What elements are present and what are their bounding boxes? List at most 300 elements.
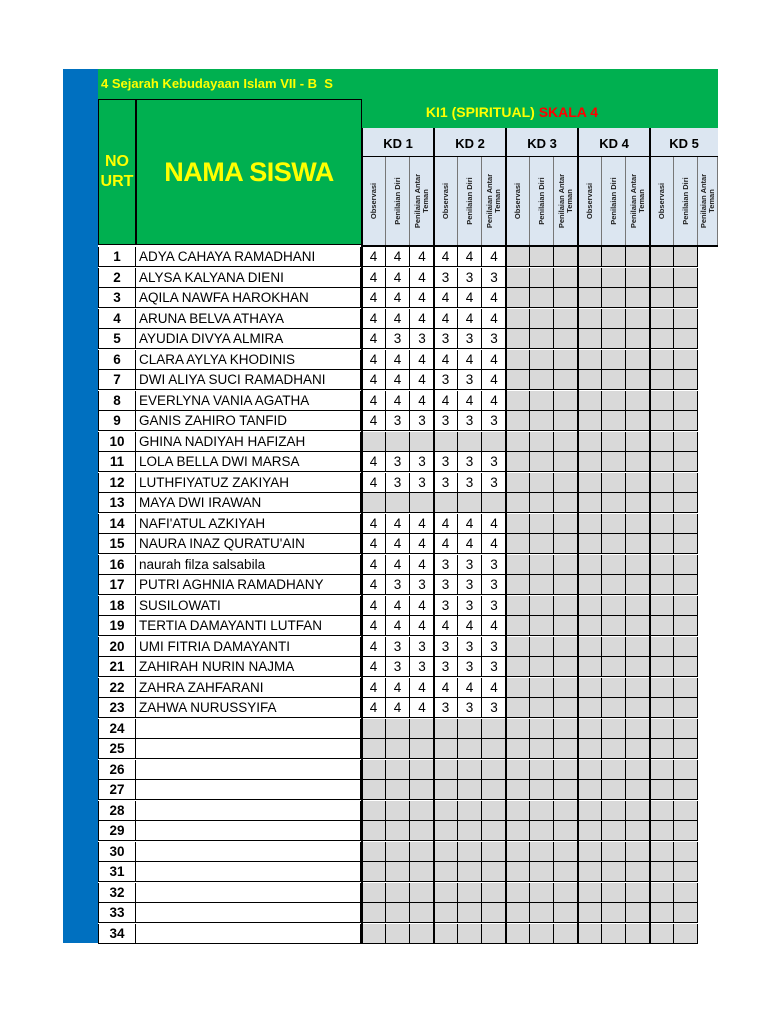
row-number-cell[interactable]: 7	[98, 370, 136, 390]
score-cell[interactable]: 4	[362, 555, 386, 575]
score-cell[interactable]	[602, 370, 626, 390]
score-cell[interactable]	[578, 473, 602, 493]
score-cell[interactable]	[530, 657, 554, 677]
row-number-cell[interactable]: 17	[98, 575, 136, 595]
score-cell[interactable]	[530, 411, 554, 431]
score-cell[interactable]: 3	[482, 555, 506, 575]
score-cell[interactable]	[650, 534, 674, 554]
score-cell[interactable]	[554, 514, 578, 534]
score-cell[interactable]	[530, 616, 554, 636]
score-cell[interactable]: 3	[482, 657, 506, 677]
student-name-cell[interactable]	[136, 821, 362, 841]
score-cell[interactable]	[674, 493, 698, 513]
score-cell[interactable]	[578, 555, 602, 575]
score-cell[interactable]: 4	[362, 678, 386, 698]
score-cell[interactable]	[434, 780, 458, 800]
score-cell[interactable]	[602, 350, 626, 370]
score-cell[interactable]	[458, 862, 482, 882]
score-cell[interactable]	[530, 329, 554, 349]
score-cell[interactable]: 4	[410, 391, 434, 411]
score-cell[interactable]	[506, 534, 530, 554]
student-name-cell[interactable]: MAYA DWI IRAWAN	[136, 493, 362, 513]
score-cell[interactable]	[554, 288, 578, 308]
score-cell[interactable]: 4	[362, 391, 386, 411]
kd3-col-header[interactable]	[506, 157, 530, 245]
score-cell[interactable]: 4	[434, 309, 458, 329]
score-cell[interactable]	[506, 555, 530, 575]
score-cell[interactable]	[602, 514, 626, 534]
score-cell[interactable]: 4	[386, 596, 410, 616]
score-cell[interactable]	[434, 862, 458, 882]
score-cell[interactable]: 3	[434, 473, 458, 493]
score-cell[interactable]	[626, 268, 650, 288]
row-number-cell[interactable]: 8	[98, 391, 136, 411]
kd2-col-header[interactable]	[434, 157, 458, 245]
score-cell[interactable]: 4	[458, 514, 482, 534]
score-cell[interactable]: 3	[410, 411, 434, 431]
score-cell[interactable]: 3	[386, 575, 410, 595]
score-cell[interactable]: 3	[458, 575, 482, 595]
score-cell[interactable]: 3	[482, 575, 506, 595]
score-cell[interactable]	[530, 698, 554, 718]
score-cell[interactable]: 4	[410, 268, 434, 288]
score-cell[interactable]	[434, 924, 458, 944]
score-cell[interactable]	[506, 411, 530, 431]
score-cell[interactable]	[674, 329, 698, 349]
student-name-cell[interactable]: naurah filza salsabila	[136, 555, 362, 575]
row-number-cell[interactable]: 12	[98, 473, 136, 493]
score-cell[interactable]	[554, 616, 578, 636]
score-cell[interactable]	[674, 903, 698, 923]
score-cell[interactable]	[530, 739, 554, 759]
score-cell[interactable]	[602, 678, 626, 698]
score-cell[interactable]	[458, 821, 482, 841]
no-urt-header[interactable]	[98, 99, 136, 245]
score-cell[interactable]	[410, 821, 434, 841]
score-cell[interactable]	[602, 288, 626, 308]
score-cell[interactable]	[602, 698, 626, 718]
score-cell[interactable]	[674, 452, 698, 472]
score-cell[interactable]	[626, 678, 650, 698]
score-cell[interactable]	[506, 637, 530, 657]
score-cell[interactable]: 3	[434, 555, 458, 575]
score-cell[interactable]: 4	[362, 637, 386, 657]
score-cell[interactable]	[434, 821, 458, 841]
student-name-cell[interactable]: ZAHWA NURUSSYIFA	[136, 698, 362, 718]
score-cell[interactable]	[554, 268, 578, 288]
row-number-cell[interactable]: 6	[98, 350, 136, 370]
score-cell[interactable]	[386, 924, 410, 944]
student-name-cell[interactable]: ALYSA KALYANA DIENI	[136, 268, 362, 288]
student-name-cell[interactable]: EVERLYNA VANIA AGATHA	[136, 391, 362, 411]
score-cell[interactable]: 4	[362, 268, 386, 288]
score-cell[interactable]	[578, 247, 602, 267]
student-name-cell[interactable]: NAFI'ATUL AZKIYAH	[136, 514, 362, 534]
score-cell[interactable]	[602, 309, 626, 329]
score-cell[interactable]: 3	[458, 268, 482, 288]
score-cell[interactable]	[410, 842, 434, 862]
row-number-cell[interactable]: 1	[98, 247, 136, 267]
score-cell[interactable]: 4	[362, 350, 386, 370]
score-cell[interactable]	[674, 821, 698, 841]
score-cell[interactable]: 4	[386, 514, 410, 534]
score-cell[interactable]	[482, 493, 506, 513]
score-cell[interactable]	[362, 883, 386, 903]
kd5-col-header[interactable]	[650, 157, 674, 245]
score-cell[interactable]	[626, 493, 650, 513]
score-cell[interactable]	[554, 883, 578, 903]
score-cell[interactable]	[554, 432, 578, 452]
score-cell[interactable]	[578, 596, 602, 616]
score-cell[interactable]	[650, 473, 674, 493]
score-cell[interactable]: 3	[482, 268, 506, 288]
score-cell[interactable]	[602, 657, 626, 677]
score-cell[interactable]: 4	[434, 391, 458, 411]
score-cell[interactable]	[530, 493, 554, 513]
row-number-cell[interactable]: 31	[98, 862, 136, 882]
score-cell[interactable]: 4	[458, 350, 482, 370]
score-cell[interactable]	[626, 432, 650, 452]
score-cell[interactable]	[626, 719, 650, 739]
score-cell[interactable]: 4	[482, 350, 506, 370]
row-number-cell[interactable]: 16	[98, 555, 136, 575]
score-cell[interactable]	[650, 247, 674, 267]
score-cell[interactable]	[434, 719, 458, 739]
score-cell[interactable]	[410, 924, 434, 944]
score-cell[interactable]: 3	[410, 657, 434, 677]
score-cell[interactable]	[626, 370, 650, 390]
score-cell[interactable]: 4	[458, 309, 482, 329]
score-cell[interactable]	[650, 268, 674, 288]
score-cell[interactable]: 3	[434, 329, 458, 349]
score-cell[interactable]	[674, 473, 698, 493]
score-cell[interactable]	[650, 698, 674, 718]
score-cell[interactable]	[578, 575, 602, 595]
row-number-cell[interactable]: 3	[98, 288, 136, 308]
score-cell[interactable]: 4	[362, 616, 386, 636]
score-cell[interactable]	[602, 452, 626, 472]
score-cell[interactable]	[410, 739, 434, 759]
score-cell[interactable]	[554, 452, 578, 472]
score-cell[interactable]	[362, 739, 386, 759]
student-name-cell[interactable]: LUTHFIYATUZ ZAKIYAH	[136, 473, 362, 493]
score-cell[interactable]: 3	[458, 637, 482, 657]
score-cell[interactable]	[578, 411, 602, 431]
score-cell[interactable]: 4	[482, 391, 506, 411]
student-name-cell[interactable]: ZAHIRAH NURIN NAJMA	[136, 657, 362, 677]
score-cell[interactable]: 4	[482, 247, 506, 267]
score-cell[interactable]	[578, 657, 602, 677]
score-cell[interactable]	[530, 801, 554, 821]
score-cell[interactable]	[626, 452, 650, 472]
score-cell[interactable]	[362, 801, 386, 821]
student-name-cell[interactable]: LOLA BELLA DWI MARSA	[136, 452, 362, 472]
score-cell[interactable]	[410, 883, 434, 903]
row-number-cell[interactable]: 19	[98, 616, 136, 636]
kd4-col-header[interactable]	[578, 157, 602, 245]
score-cell[interactable]	[578, 637, 602, 657]
score-cell[interactable]: 4	[458, 247, 482, 267]
score-cell[interactable]	[674, 719, 698, 739]
score-cell[interactable]	[362, 719, 386, 739]
score-cell[interactable]	[410, 903, 434, 923]
score-cell[interactable]: 3	[458, 411, 482, 431]
score-cell[interactable]	[482, 883, 506, 903]
student-name-cell[interactable]: ZAHRA ZAHFARANI	[136, 678, 362, 698]
score-cell[interactable]	[650, 739, 674, 759]
score-cell[interactable]: 3	[458, 329, 482, 349]
score-cell[interactable]	[386, 780, 410, 800]
score-cell[interactable]	[650, 514, 674, 534]
student-name-cell[interactable]: ARUNA BELVA ATHAYA	[136, 309, 362, 329]
student-name-cell[interactable]: SUSILOWATI	[136, 596, 362, 616]
student-name-cell[interactable]	[136, 801, 362, 821]
score-cell[interactable]	[650, 452, 674, 472]
score-cell[interactable]	[674, 698, 698, 718]
score-cell[interactable]	[434, 739, 458, 759]
row-number-cell[interactable]: 34	[98, 924, 136, 944]
score-cell[interactable]: 4	[482, 616, 506, 636]
score-cell[interactable]	[626, 657, 650, 677]
score-cell[interactable]	[506, 883, 530, 903]
student-name-cell[interactable]	[136, 719, 362, 739]
score-cell[interactable]	[674, 657, 698, 677]
score-cell[interactable]	[506, 432, 530, 452]
score-cell[interactable]	[602, 493, 626, 513]
score-cell[interactable]: 4	[410, 596, 434, 616]
score-cell[interactable]	[554, 657, 578, 677]
score-cell[interactable]	[674, 555, 698, 575]
score-cell[interactable]: 4	[410, 616, 434, 636]
score-cell[interactable]	[554, 596, 578, 616]
score-cell[interactable]	[626, 903, 650, 923]
score-cell[interactable]	[602, 760, 626, 780]
score-cell[interactable]: 4	[362, 514, 386, 534]
score-cell[interactable]	[410, 862, 434, 882]
score-cell[interactable]	[506, 903, 530, 923]
score-cell[interactable]	[386, 760, 410, 780]
kd3-col-header[interactable]	[554, 157, 578, 245]
score-cell[interactable]: 3	[386, 329, 410, 349]
score-cell[interactable]: 4	[362, 698, 386, 718]
student-name-cell[interactable]: CLARA AYLYA KHODINIS	[136, 350, 362, 370]
score-cell[interactable]: 3	[410, 452, 434, 472]
score-cell[interactable]: 4	[386, 350, 410, 370]
student-name-cell[interactable]: AQILA NAWFA HAROKHAN	[136, 288, 362, 308]
score-cell[interactable]: 4	[434, 288, 458, 308]
score-cell[interactable]	[506, 596, 530, 616]
score-cell[interactable]: 3	[482, 596, 506, 616]
score-cell[interactable]	[434, 801, 458, 821]
score-cell[interactable]	[602, 411, 626, 431]
student-name-cell[interactable]	[136, 924, 362, 944]
row-number-cell[interactable]: 21	[98, 657, 136, 677]
score-cell[interactable]	[602, 842, 626, 862]
score-cell[interactable]	[458, 719, 482, 739]
row-number-cell[interactable]: 32	[98, 883, 136, 903]
score-cell[interactable]	[674, 739, 698, 759]
row-number-cell[interactable]: 15	[98, 534, 136, 554]
score-cell[interactable]	[674, 616, 698, 636]
score-cell[interactable]	[674, 780, 698, 800]
row-number-cell[interactable]: 25	[98, 739, 136, 759]
score-cell[interactable]	[530, 268, 554, 288]
score-cell[interactable]: 3	[458, 473, 482, 493]
score-cell[interactable]	[578, 719, 602, 739]
score-cell[interactable]	[362, 493, 386, 513]
score-cell[interactable]	[410, 780, 434, 800]
score-cell[interactable]: 3	[386, 637, 410, 657]
score-cell[interactable]	[506, 473, 530, 493]
score-cell[interactable]: 4	[386, 391, 410, 411]
score-cell[interactable]	[674, 309, 698, 329]
kd-header-4[interactable]: KD 4	[578, 130, 650, 157]
score-cell[interactable]	[362, 821, 386, 841]
score-cell[interactable]	[530, 596, 554, 616]
score-cell[interactable]: 3	[434, 575, 458, 595]
kd4-col-header[interactable]	[602, 157, 626, 245]
student-name-cell[interactable]: GANIS ZAHIRO TANFID	[136, 411, 362, 431]
score-cell[interactable]	[506, 842, 530, 862]
score-cell[interactable]	[650, 842, 674, 862]
score-cell[interactable]	[626, 575, 650, 595]
score-cell[interactable]	[506, 370, 530, 390]
score-cell[interactable]	[650, 350, 674, 370]
row-number-cell[interactable]: 2	[98, 268, 136, 288]
score-cell[interactable]	[602, 862, 626, 882]
score-cell[interactable]	[602, 780, 626, 800]
score-cell[interactable]	[554, 575, 578, 595]
kd4-col-header[interactable]	[626, 157, 650, 245]
score-cell[interactable]	[530, 842, 554, 862]
score-cell[interactable]: 4	[482, 514, 506, 534]
score-cell[interactable]: 3	[434, 411, 458, 431]
kd-header-2[interactable]: KD 2	[434, 130, 506, 157]
score-cell[interactable]	[530, 719, 554, 739]
score-cell[interactable]: 4	[458, 534, 482, 554]
score-cell[interactable]	[506, 309, 530, 329]
score-cell[interactable]	[674, 268, 698, 288]
score-cell[interactable]: 4	[434, 534, 458, 554]
row-number-cell[interactable]: 23	[98, 698, 136, 718]
score-cell[interactable]	[674, 862, 698, 882]
score-cell[interactable]: 3	[410, 329, 434, 349]
score-cell[interactable]	[578, 821, 602, 841]
score-cell[interactable]: 3	[482, 411, 506, 431]
score-cell[interactable]: 3	[386, 473, 410, 493]
score-cell[interactable]	[626, 698, 650, 718]
row-number-cell[interactable]: 11	[98, 452, 136, 472]
score-cell[interactable]: 3	[386, 657, 410, 677]
score-cell[interactable]	[362, 760, 386, 780]
score-cell[interactable]	[674, 637, 698, 657]
score-cell[interactable]	[626, 391, 650, 411]
score-cell[interactable]: 4	[410, 534, 434, 554]
score-cell[interactable]	[506, 719, 530, 739]
score-cell[interactable]	[458, 760, 482, 780]
score-cell[interactable]	[578, 739, 602, 759]
score-cell[interactable]	[626, 555, 650, 575]
score-cell[interactable]	[602, 432, 626, 452]
score-cell[interactable]	[626, 924, 650, 944]
kd5-col-header[interactable]	[698, 157, 718, 245]
student-name-cell[interactable]: GHINA NADIYAH HAFIZAH	[136, 432, 362, 452]
score-cell[interactable]	[506, 657, 530, 677]
score-cell[interactable]	[602, 821, 626, 841]
score-cell[interactable]	[554, 739, 578, 759]
row-number-cell[interactable]: 29	[98, 821, 136, 841]
score-cell[interactable]	[650, 288, 674, 308]
score-cell[interactable]	[458, 493, 482, 513]
score-cell[interactable]	[650, 821, 674, 841]
student-name-cell[interactable]: UMI FITRIA DAMAYANTI	[136, 637, 362, 657]
score-cell[interactable]	[602, 596, 626, 616]
score-cell[interactable]	[482, 780, 506, 800]
score-cell[interactable]	[650, 760, 674, 780]
student-name-cell[interactable]	[136, 903, 362, 923]
score-cell[interactable]	[578, 780, 602, 800]
student-name-cell[interactable]	[136, 760, 362, 780]
score-cell[interactable]	[650, 411, 674, 431]
score-cell[interactable]	[506, 268, 530, 288]
score-cell[interactable]	[482, 760, 506, 780]
score-cell[interactable]	[434, 842, 458, 862]
score-cell[interactable]: 4	[482, 288, 506, 308]
score-cell[interactable]	[554, 473, 578, 493]
score-cell[interactable]	[554, 780, 578, 800]
score-cell[interactable]: 4	[410, 370, 434, 390]
score-cell[interactable]	[482, 739, 506, 759]
student-name-cell[interactable]	[136, 862, 362, 882]
student-name-cell[interactable]	[136, 780, 362, 800]
student-name-cell[interactable]: DWI ALIYA SUCI RAMADHANI	[136, 370, 362, 390]
score-cell[interactable]	[386, 842, 410, 862]
score-cell[interactable]: 3	[410, 637, 434, 657]
score-cell[interactable]	[650, 329, 674, 349]
score-cell[interactable]	[626, 862, 650, 882]
score-cell[interactable]	[626, 534, 650, 554]
score-cell[interactable]: 4	[386, 698, 410, 718]
score-cell[interactable]	[674, 247, 698, 267]
score-cell[interactable]	[578, 842, 602, 862]
score-cell[interactable]	[626, 842, 650, 862]
score-cell[interactable]	[650, 432, 674, 452]
score-cell[interactable]	[482, 719, 506, 739]
score-cell[interactable]	[626, 473, 650, 493]
score-cell[interactable]	[578, 883, 602, 903]
score-cell[interactable]: 4	[362, 657, 386, 677]
score-cell[interactable]: 3	[434, 452, 458, 472]
score-cell[interactable]	[506, 514, 530, 534]
score-cell[interactable]	[506, 288, 530, 308]
score-cell[interactable]: 4	[458, 391, 482, 411]
score-cell[interactable]: 3	[458, 370, 482, 390]
score-cell[interactable]	[554, 247, 578, 267]
score-cell[interactable]	[650, 616, 674, 636]
kd1-col-header[interactable]	[386, 157, 410, 245]
score-cell[interactable]	[506, 760, 530, 780]
score-cell[interactable]	[602, 247, 626, 267]
score-cell[interactable]	[674, 678, 698, 698]
score-cell[interactable]	[386, 493, 410, 513]
kd-header-3[interactable]: KD 3	[506, 130, 578, 157]
score-cell[interactable]	[602, 801, 626, 821]
score-cell[interactable]	[578, 432, 602, 452]
score-cell[interactable]	[602, 903, 626, 923]
score-cell[interactable]	[674, 514, 698, 534]
score-cell[interactable]	[554, 329, 578, 349]
score-cell[interactable]	[506, 329, 530, 349]
